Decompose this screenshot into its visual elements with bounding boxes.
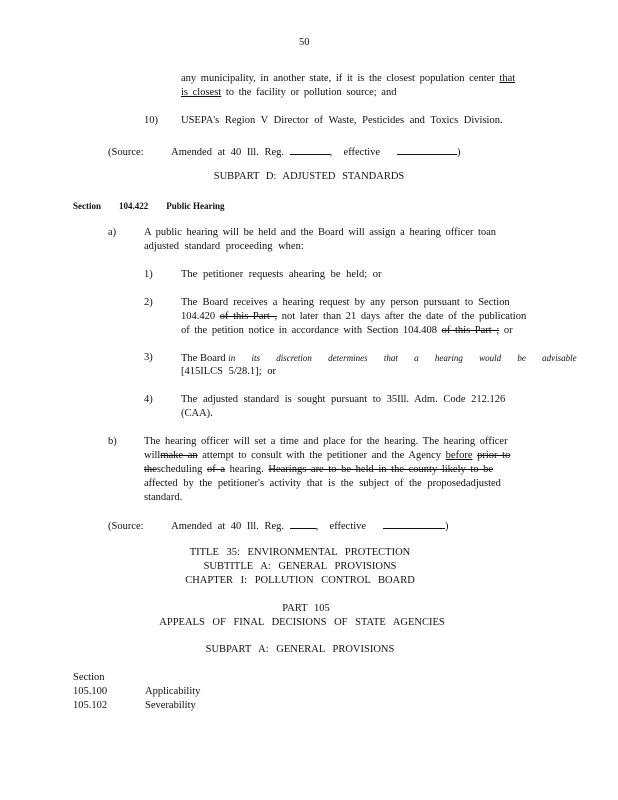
part-name-heading: APPEALS OF FINAL DECISIONS OF STATE AGENCIES: [159, 617, 445, 628]
source-close: ): [456, 147, 461, 158]
item-3-number: 3): [144, 352, 153, 363]
item-2-text: not later than 21 days after the date of the publication: [281, 311, 527, 322]
para-b-line-2: [144, 449, 510, 463]
item-1-text: The petitioner requests ahearing be held; or: [181, 269, 382, 280]
quoted-statute-text: in its discretion determines that a hearing would be advisable: [228, 353, 577, 363]
para-b-text: hearing.: [229, 464, 264, 475]
continuation-text: any municipality, in another state, if it is the closest population center: [181, 73, 495, 84]
page-number: 50: [299, 37, 310, 48]
source-note-1: (Source: Amended at 40 Ill. Reg. , effective ): [108, 144, 460, 160]
item-3-text: The Board: [181, 353, 226, 364]
toc-row-number: 105.100: [73, 686, 108, 697]
blank-line: [397, 144, 457, 155]
source-label: (Source:: [108, 147, 144, 158]
item-2-text: of the petition notice in accordance with Section 104.408: [181, 325, 437, 336]
para-a-label: a): [108, 227, 117, 238]
continuation-line-2: [181, 86, 396, 100]
item-2-line-1: The Board receives a hearing request by any person pursuant to Section: [181, 297, 510, 308]
para-b-label: b): [108, 436, 117, 447]
subpart-a-heading: SUBPART A: GENERAL PROVISIONS: [205, 644, 395, 655]
blank-line: [290, 518, 316, 529]
para-b-line-4: affected by the petitioner's activity that is the subject of the proposedadjusted: [144, 478, 501, 489]
item-4-number: 4): [144, 394, 153, 405]
item-2-line-2: [181, 310, 526, 324]
deleted-text: Hearings are to be held in the county likely to be: [268, 464, 494, 475]
source-close: ): [444, 521, 449, 532]
item-2-line-3: [181, 324, 513, 338]
chapter-heading: CHAPTER I: POLLUTION CONTROL BOARD: [185, 575, 415, 586]
para-b-line-1: The hearing officer will set a time and place for the hearing. The hearing officer: [144, 436, 508, 447]
inserted-text: before: [445, 450, 473, 461]
deleted-text: of a: [206, 464, 225, 475]
subtitle-heading: SUBTITLE A: GENERAL PROVISIONS: [203, 561, 397, 572]
source-effective: effective: [343, 147, 381, 158]
continuation-text: to the facility or pollution source; and: [225, 87, 397, 98]
source-effective: effective: [329, 521, 367, 532]
inserted-text: is closest: [181, 87, 222, 98]
section-word: Section: [73, 201, 101, 211]
item-3-line-2: [415ILCS 5/28.1]; or: [181, 366, 276, 377]
item-4-line-2: (CAA).: [181, 408, 213, 419]
para-a-line-1: A public hearing will be held and the Board will assign a hearing officer toan: [144, 227, 497, 238]
source-text: Amended at 40 Ill. Reg.: [171, 521, 285, 532]
deleted-text: prior to: [477, 450, 511, 461]
source-label: (Source:: [108, 521, 144, 532]
section-heading: [73, 199, 225, 213]
item-1-number: 1): [144, 269, 153, 280]
deleted-text: of this Part ,: [219, 311, 278, 322]
blank-line: [383, 518, 445, 529]
title-heading: TITLE 35: ENVIRONMENTAL PROTECTION: [189, 547, 411, 558]
blank-line: [290, 144, 330, 155]
deleted-text: of this Part ;: [441, 325, 500, 336]
item-2-text: 104.420: [181, 311, 216, 322]
source-note-2: (Source: Amended at 40 Ill. Reg. , effective ): [108, 518, 448, 534]
deleted-text: make an: [160, 450, 198, 461]
toc-row-number: 105.102: [73, 700, 108, 711]
item-2-text: or: [503, 325, 513, 336]
part-heading: PART 105: [282, 603, 330, 614]
item-2-number: 2): [144, 297, 153, 308]
section-number: 104.422: [119, 201, 149, 211]
para-b-text: attempt to consult with the petitioner and the Agency: [202, 450, 442, 461]
toc-header: Section: [73, 672, 105, 683]
para-b-line-5: standard.: [144, 492, 183, 503]
para-b-line-3: [144, 463, 493, 477]
item-4-line-1: The adjusted standard is sought pursuant to 35Ill. Adm. Code 212.126: [181, 394, 506, 405]
para-a-line-2: adjusted standard proceeding when:: [144, 241, 304, 252]
section-title: Public Hearing: [166, 201, 225, 211]
subpart-d-heading: SUBPART D: ADJUSTED STANDARDS: [213, 171, 405, 182]
para-b-text: will: [144, 450, 161, 461]
toc-row-title: Severability: [145, 700, 196, 711]
toc-row-title: Applicability: [145, 686, 201, 697]
inserted-text: that: [499, 73, 516, 84]
item-10-text: USEPA's Region V Director of Waste, Pesticides and Toxics Division.: [181, 115, 503, 126]
source-text: Amended at 40 Ill. Reg.: [171, 147, 285, 158]
para-b-text: scheduling: [156, 464, 203, 475]
continuation-line-1: [181, 72, 515, 86]
deleted-text: the: [144, 464, 157, 475]
item-10-number: 10): [144, 115, 158, 126]
item-3-line-1: [181, 351, 577, 366]
